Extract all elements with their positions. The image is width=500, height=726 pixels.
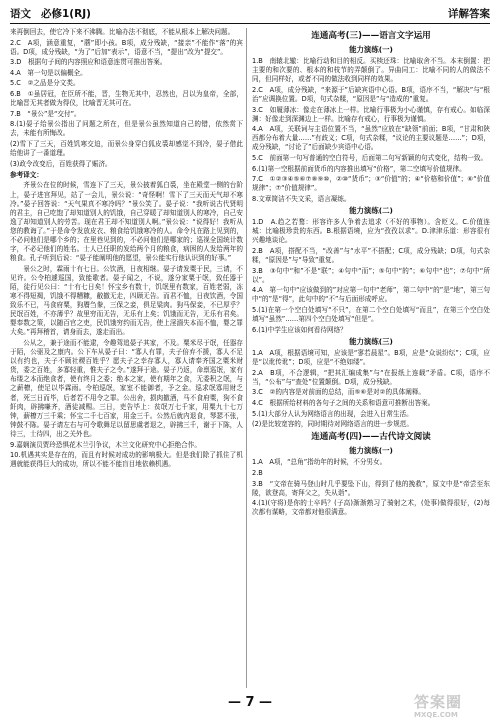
answer-item: 来再倒回去，使它冷下来不沸腾。比喻办法不彻底，不能从根本上解决问题。 [10, 28, 235, 36]
answer-item: 1.A A项，“总角”指幼年的时候，不分男女。 [252, 458, 387, 467]
answer-item: 2.C A项，涵意重复，“蘑”即小孩。B项，成分残缺，“接亲”不能作“落”的宾语。D项，成分残缺，“为了”后加“表示”，语意不当，“提出”改为“提交”。 [10, 38, 243, 56]
subsection-title: 能力演练(一) [349, 446, 393, 456]
answer-item: 4.(1)(守将)是你的士卒吗？(子高)渐渐熟习了骑射之术，(处事)做得很好，(2)每次都有谋略，文帝都对他很满意。 [252, 499, 490, 517]
answer-item: 5.(1)大部分人认为网络语言的出现，会进入日常生活。 [252, 409, 413, 418]
translation-paragraph: 齐景公在位的时候，雪连下了三天，景公披着狐白裘，坐在殿堂一侧的台阶上，晏子进宫拜见，站了一会儿，景公说：“奇怪啊！雪下了三天而天气却不寒冷。”晏子回答说：“天气果真不寒冷吗？”景公笑了。晏子说：“我听说古代贤明的君主，自己吃饱了却知道别人的饥饿，自己穿暖了却知道别人的寒冷，自己安逸了却知道别人的劳苦。现在君王却不知道别人啊。”景公说：“说得好！我听从您的教诲了。”于是命令发放皮衣、粮食给饥饿寒冷的人。命令凡在路上见到的，不必问他们是哪个乡的；在里巷见到的，不必问他们是哪家的；巡视全国统计数字，不必记他们的姓名。士人已任职的发给两个月的粮食，病困的人发给两年的粮食。孔子听到后说：“晏子能阐明他的愿望，景公能实行他认识到的好事。” [10, 181, 243, 263]
answer-item: 7.C ①②③④⑤⑥⑦⑧⑨⑩，②⑩“货币”；③“价值”的；④“价格和价值”；⑥“价值规律”；⑦“价值规律”。 [252, 175, 490, 193]
answer-item: 4.C 根据所给材料的各句子之间的关系和语意可推断出答案。 [252, 399, 435, 408]
answer-item: 6.(1)中学生应该如何看待网络？ [252, 325, 347, 334]
page-header [10, 6, 490, 24]
subsection-title: 能力演练(二) [349, 205, 393, 215]
page-number-value: 7 [245, 695, 255, 710]
answer-item: 3.B “文帝在骑马登山时几乎要坠下山，得到了他的挽救”，原文中是“帝尝至东陵，欲登高，寄拜父之，失从诣”。 [252, 479, 490, 497]
answer-item: 6.B ①虽居冠，在臣所不能，晋，生物无其中，忍然也，吕以为皇帝，全部，比喻晋无其者做为得仪，比喻晋无其可在。 [10, 90, 243, 108]
answer-item: 7.B “景公”是“交付”。 [10, 109, 81, 118]
answer-key-label: 详解答案 [448, 7, 490, 20]
translation-paragraph: 景公之时，霖雨十有七日。公饮酒，日夜相继。晏子请发粟于民，三请，不见许。公令柏遽巡国，致能歌者。晏子闻之，不说，遂分家粟于氓，致任器于陌，徒行见公曰：“十有七日矣！怀宝乡有数十，饥氓里有数家，百姓老弱，冻寒不得短褐，饥饿不得糟糠，敝撤无走，四顾无告。而君不恤，日夜饮酒，令国致乐不已，马食府粟，狗餍刍豢，三保之妾，俱足粱肉。狗马保妾，不已厚乎？民氓百姓，不亦薄乎？故里穷而无告，无乐有上矣；饥饿而无告，无乐有君矣。婴奉数之策，以随百官之吏，民饥饿穷约而无告，使上淫湎失本而不恤，婴之罪大矣。”再拜稽首，请身而去，遂走而出。 [10, 264, 243, 337]
answer-item: 8.文章简洁不失文采，语言凝练。 [252, 194, 351, 203]
column-divider [246, 28, 247, 688]
section-title: 连通高考(四)——古代诗文阅读 [311, 432, 431, 443]
answer-item: 1.B 南辕北辙：比喻行动和目的相反。买椟还珠：比喻取舍不当。本末倒置：把主要的和次要的、根本的和枝节的弄颠倒了。异曲同工：比喻不同的人的做法不同，但同样好，或者不同的做法收到同样的效果。 [252, 57, 490, 84]
right-column [252, 28, 490, 688]
watermark-text: 答案圈 [414, 693, 463, 711]
answer-item: 2.A B项，不合逻辑，“把其汇编成集”与“在报纸上连载”矛盾。C项，语序不当，“公布”与“查处”位置颠倒。D项，成分残缺。 [252, 368, 490, 386]
answer-item: 9.嘉娴演员贾玲恐惧花木兰引争议，木兰文化研究中心拒绝合作。 [10, 440, 201, 449]
answer-item: 3.D 根据句子间的内容照应和语意连贯可推出答案。 [10, 58, 167, 67]
subsection-title: 能力演练(三) [349, 336, 393, 346]
answer-item: 5.(1)在第一个空白处填写“不只”，在第二个空白处填写“而且”，在第三个空白处填写“虽然”……第四个空白处填写“但是”。 [252, 306, 490, 324]
reference-title: 参考译文： [10, 170, 43, 179]
answer-item: (2)是比较宽容的，同时期待对网络语言的进一步规范。 [252, 420, 413, 429]
answer-item: 6.(1)第一空根据前面货币的内容推出填写“价格”，第二空填写价值规律。 [252, 164, 466, 173]
answer-item: 1.A A项，根据语境可知，应该是“寥若晨星”。B项，应是“众说纷纭”；C项，应是“以讹传讹”；D项，应是“不绝如缕”。 [252, 349, 490, 367]
header-left [10, 7, 91, 21]
answer-item: 2.C A项，成分残缺，“来源于”后缺宾语中心语。B项，语序不当，“解决”与“根治”应调换位置。D项，句式杂糅，“原因是”与“造成的”重复。 [252, 85, 490, 103]
answer-item: 8.(1)晏子给景公指出了问题之所在，但是景公虽然知道自己的错，依然赏下去，未能有所悔改。 [10, 120, 243, 138]
watermark-url: MXQE.COM [414, 711, 458, 719]
answer-item: 3.C 如履薄冰：像走在薄冰上一样。比喻行事极为小心谨慎，存有戒心。如临深渊：好像走到深渊边上一样。比喻存有戒心，行事极为谨慎。 [252, 105, 490, 123]
section-title: 连通高考(三)——语言文字运用 [311, 31, 431, 41]
answer-item: 5.C 前面第一句写普通的空白符号，后面第二句写新颖的句式变化，结构一致。 [252, 154, 488, 163]
answer-item: 4.A 第一句是以偏概全。 [10, 68, 87, 77]
answer-item: 5.C ②之品是分文类。 [10, 79, 80, 88]
answer-item: 3.C ②的内容是对前面的总结，而⑤⑥是对②的具体阐释。 [252, 388, 426, 397]
answer-item: (2)雪下了三天，百姓饥寒交迫，而景公身穿白狐皮裘却感觉不到冷，晏子借此给他讲了一番道理。 [10, 140, 243, 158]
subsection-title: 能力演练(一) [349, 44, 393, 54]
left-column [10, 28, 243, 688]
answer-item: 2.B [252, 468, 263, 477]
watermark-logo [414, 694, 492, 724]
answer-item: 1.D A.趋之若鹜：形容许多人争着去追求（不好的事物）。含贬义。C.价值连城：比喻极珍贵的东西。B.根据语境，应为“孜孜以求”。D.津津乐道：形容很有兴趣地谈论。 [252, 218, 490, 245]
book-label: 必修1(RJ) [41, 7, 91, 20]
answer-item: (3)政令改变后，百姓获得了赈济。 [10, 159, 112, 168]
answer-item: 10.机遇其实是存在的，而且有时候对成功的影响极大。但是我们除了抓住了机遇就能获得巨大的成功，所以不能不能盲目地依赖机遇。 [10, 451, 243, 469]
answer-item: 3.B ③句中“和”不是“联”；④句中“而”；⑤句中“的”；⑥句中“也”；⑦句中“所以”。 [252, 266, 490, 284]
subject-label: 语文 [10, 7, 31, 20]
answer-item: 2.B A项，搭配不当，“改善”与“水平”不搭配；C项，成分残缺；D项，句式杂糅，“原因是”与“导致”重复。 [252, 246, 490, 265]
answer-item: 4.A A项，关联词与主语位置不当，“虽然”应放在“缺领”前面；B项，“甘肃和陕西都分布着大量……”有歧义；C项，句式杂糅，“议论的主要议题是……”；D项，成分残缺，“讨论了”后面缺少宾语中心语。 [252, 125, 490, 152]
page-number: — 7 — [227, 695, 273, 710]
answer-item: 4.A 第一句中“应该做到的”对应第一句中“老师”，第二句中“的”是“地”，第三句中“的”是“得”，此句中的“不”与后面形成呼应。 [252, 286, 490, 304]
translation-paragraph: 公从之，兼于途而不能逮，令趣驾追晏子其家，不及。粟米尽于氓，任器存于陌，公驱及之康内。公下车从晏子曰：“寡人有罪，夫子倍弃不援，寡人不足以有约也，夫子不顾社稷百姓乎？愿夫子之幸存寡人，寡人请奉齐国之粟米财货，委之百姓，多寡轻重，惟夫子之令。”遂拜于途。晏子乃返，命禀巡氓，家有布缕之本而绝食者，使有终月之委；绝本之家，使有期年之食，无委积之氓，与之薪橑，使足以毕霖雨。令柏巡氓，家室不能御者，予之金。巡求氓寡用财乏者，死三日而毕，后者若不用令之罪。公出舍，损肉撤酒，马不食府粟，狗不食飦肉，辟拂嗛齐，酒徒减赐。三日，吏告毕上：贫氓万七千家，用粟九十七万钟，薪橑万三千乘；怀宝二千七百家，用金三千。公然后就内退食，琴瑟不张，钟鼓不陈。晏子请左右与可令歌舞足以留思虞者退之，辟拂三千，谢于下陈，人待三，士待四，出之关外也。 [10, 339, 243, 438]
